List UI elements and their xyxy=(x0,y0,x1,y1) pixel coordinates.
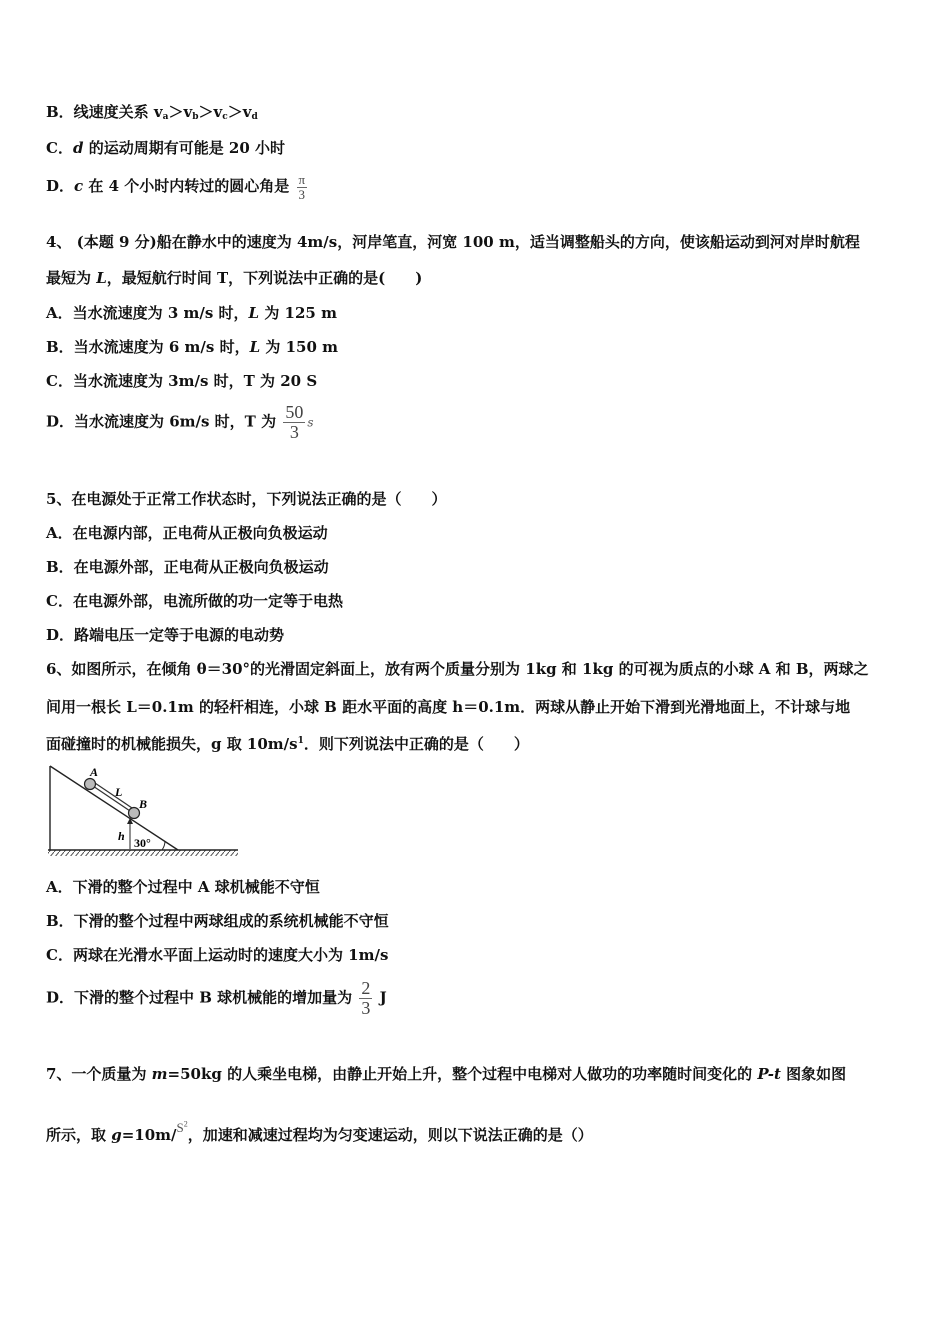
q7-l2-a: 所示，取 xyxy=(46,1126,112,1144)
q6-stem-line1: 6、如图所示，在倾角 θ＝30°的光滑固定斜面上，放有两个质量分别为 1kg 和 1kg 的可视为质点的小球 A 和 B，两球之 xyxy=(46,660,869,678)
q4-stem-line1: 4、 (本题 9 分)船在静水中的速度为 4m/s，河岸笔直，河宽 100 m，适当调整船头的方向，使该船运动到河对岸时航程 xyxy=(46,233,860,251)
v-4: v xyxy=(242,103,252,121)
unit-s-exponent: 2 xyxy=(183,1119,188,1129)
fraction-num: 50 xyxy=(285,402,304,422)
q3-option-c-text: 的运动周期有可能是 20 小时 xyxy=(88,139,286,157)
angle-arc xyxy=(162,841,165,850)
label-l: L xyxy=(115,785,123,799)
q6-stem-line2: 间用一根长 L＝0.1m 的轻杆相连，小球 B 距水平面的高度 h＝0.1m．两球从静止开始下滑到光滑地面上，不计球与地 xyxy=(46,698,851,716)
label-h: h xyxy=(118,829,125,843)
incline-figure xyxy=(44,762,244,862)
label-b: B xyxy=(139,797,148,811)
q6-stem-line3 xyxy=(46,733,529,754)
var-g: g xyxy=(111,1126,122,1144)
q5-option-c[interactable]: C．在电源外部，电流所做的功一定等于电热 xyxy=(46,592,343,610)
q4-option-a[interactable] xyxy=(46,302,337,323)
ball-b xyxy=(129,808,140,819)
v-2: v xyxy=(183,103,193,121)
q5-option-b[interactable]: B．在电源外部，正电荷从正极向负极运动 xyxy=(46,558,329,576)
subscript-d: d xyxy=(251,112,258,122)
q3-option-c[interactable] xyxy=(46,137,285,158)
var-L: L xyxy=(96,269,107,287)
label-a: A xyxy=(90,765,99,779)
q4-option-b[interactable] xyxy=(46,336,338,357)
q3-option-d-text: 在 4 个小时内转过的圆心角是 xyxy=(88,177,290,196)
var-m: m xyxy=(151,1065,168,1083)
var-L: L xyxy=(248,304,260,322)
height-arrow-head xyxy=(127,818,133,824)
q4-option-a-value: 为 125 m xyxy=(259,304,337,322)
q4-option-d-text: D．当水流速度为 6m/s 时，T 为 xyxy=(46,412,277,431)
q6-option-d-text: D．下滑的整个过程中 B 球机械能的增加量为 xyxy=(46,988,353,1007)
ball-a xyxy=(85,779,96,790)
q4-option-b-text: B．当水流速度为 6 m/s 时， xyxy=(46,338,250,356)
unit-s-letter: S xyxy=(176,1120,184,1135)
fraction-den: 3 xyxy=(361,997,371,1018)
fraction-den: 3 xyxy=(289,421,299,442)
q4-stem-line2 xyxy=(46,267,422,288)
fraction-num: 2 xyxy=(361,978,371,998)
q4-option-d[interactable] xyxy=(46,403,313,442)
q3-option-d[interactable] xyxy=(46,173,309,201)
q3-option-d-prefix: D． xyxy=(46,177,75,196)
rod-1 xyxy=(90,784,133,813)
subscript-c: c xyxy=(222,112,228,122)
q6-line3-b: ．则下列说法中正确的是（ ） xyxy=(303,735,529,753)
q6-option-c[interactable]: C．两球在光滑水平面上运动时的速度大小为 1m/s xyxy=(46,946,389,964)
q7-l1-a: 7、一个质量为 xyxy=(46,1065,152,1083)
fraction-num: π xyxy=(298,172,306,187)
v-3: v xyxy=(213,103,223,121)
gt-sign-2: ＞ xyxy=(198,103,214,121)
q7-l1-b: =50kg 的人乘坐电梯，由静止开始上升，整个过程中电梯对人做功的功率随时间变化的 xyxy=(167,1065,758,1083)
q4-option-a-text: A．当水流速度为 3 m/s 时， xyxy=(46,304,249,322)
unit-s: s xyxy=(307,415,314,430)
q3-option-b-prefix: B．线速度关系 v xyxy=(46,103,163,121)
gt-sign-1: ＞ xyxy=(168,103,184,121)
label-angle: 30° xyxy=(134,836,151,850)
q7-l2-c: ，加速和减速过程均为匀变速运动，则以下说法正确的是（） xyxy=(187,1126,593,1144)
var-d: d xyxy=(72,139,84,157)
var-c: c xyxy=(74,177,84,196)
q7-stem-line2 xyxy=(46,1119,593,1145)
subscript-a: a xyxy=(162,112,169,122)
fraction-pi-over-3 xyxy=(297,173,308,201)
fraction-50-over-3 xyxy=(283,403,305,442)
subscript-b: b xyxy=(192,112,199,122)
q6-option-a[interactable]: A．下滑的整个过程中 A 球机械能不守恒 xyxy=(46,878,320,896)
fraction-2-over-3 xyxy=(359,979,372,1018)
q6-sup: 1 xyxy=(297,736,304,746)
ground-hatch xyxy=(48,850,238,856)
q3-option-b[interactable] xyxy=(46,101,258,122)
fraction-den: 3 xyxy=(298,186,306,202)
q5-option-a[interactable]: A．在电源内部，正电荷从正极向负极运动 xyxy=(46,524,328,542)
q6-option-d[interactable] xyxy=(46,979,387,1018)
q5-option-d[interactable]: D．路端电压一定等于电源的电动势 xyxy=(46,626,285,644)
gt-sign-3: ＞ xyxy=(227,103,243,121)
q7-stem-line1 xyxy=(46,1063,846,1084)
q7-l2-b: =10m/ xyxy=(121,1126,177,1144)
q6-line3-a: 面碰撞时的机械能损失，g 取 10m/s xyxy=(46,735,298,753)
q3-option-c-prefix: C． xyxy=(46,139,73,157)
q5-stem: 5、在电源处于正常工作状态时，下列说法正确的是（ ） xyxy=(46,490,447,508)
rod-2 xyxy=(92,781,135,810)
incline-surface xyxy=(50,766,178,850)
q6-option-b[interactable]: B．下滑的整个过程中两球组成的系统机械能不守恒 xyxy=(46,912,389,930)
q4-option-c[interactable]: C．当水流速度为 3m/s 时，T 为 20 S xyxy=(46,372,318,390)
q4-line2-b: ，最短航行时间 T，下列说法中正确的是( ) xyxy=(106,269,423,287)
q7-l1-c: 图象如图 xyxy=(780,1065,847,1083)
unit-s-squared xyxy=(177,1120,188,1135)
var-L: L xyxy=(249,338,261,356)
q4-line2-a: 最短为 xyxy=(46,269,97,287)
unit-j: J xyxy=(379,988,387,1007)
q4-option-b-value: 为 150 m xyxy=(260,338,338,356)
var-p-t: P-t xyxy=(757,1065,781,1083)
